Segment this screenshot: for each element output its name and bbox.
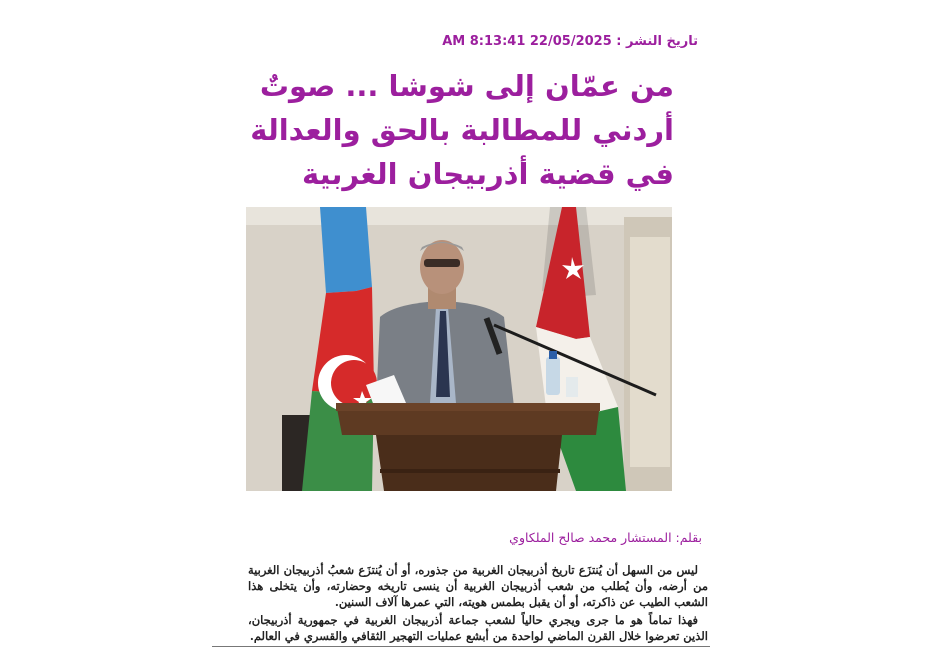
publish-meta [442,34,698,49]
divider [212,646,710,647]
article-body [248,562,708,654]
article-photo [246,207,672,491]
article-byline: بقلم: المستشار محمد صالح الملكاوي [509,530,702,545]
article-paragraph: ليس من السهل أن يُنتزَع تاريخ أذربيجان الغربية من جذوره، أو أن يُنتزَع شعبُ أذربيجان الغربية من أرضه، وأن يُطلب من شعب أذربيجان الغربية أن ينسى تاريخه وحضارته، وأن يتخلى هذا الشعب الطيب عن ذاكرته، أو أن يقبل بطمس هويته، التي عمرها آلاف السنين. [248,563,708,609]
article-paragraph: فهذا تماماً هو ما جرى ويجري حالياً لشعب جماعة أذربيجان الغربية في جمهورية أذربيجان، الذين تعرضوا خلال القرن الماضي لواحدة من أبشع عمليات التهجير الثقافي والقسري في العالم. [248,613,708,643]
publish-datetime: 22/05/2025 8:13:41 AM [442,34,612,49]
publish-label: تاريخ النشر : [616,34,698,49]
article-headline: من عمّان إلى شوشا ... صوتٌ أردني للمطالبة بالحق والعدالة في قضية أذربيجان الغربية [250,69,674,191]
